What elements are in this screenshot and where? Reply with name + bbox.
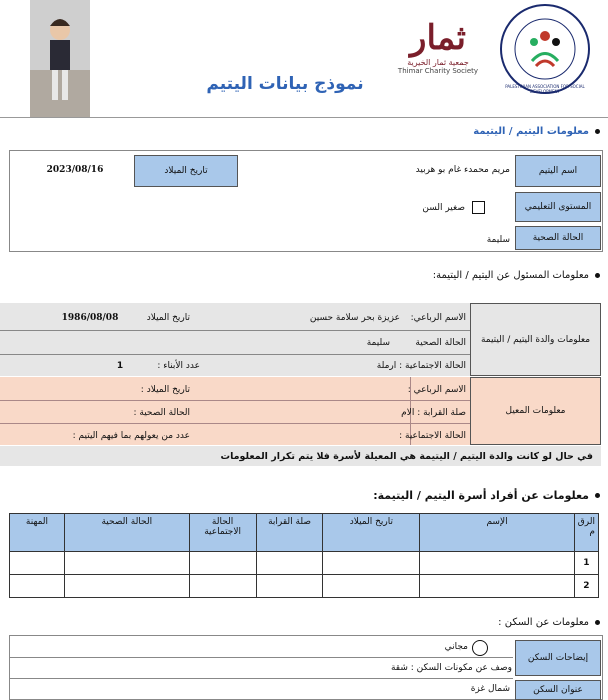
- housing-row-line-2: [9, 678, 513, 679]
- cell-health[interactable]: [64, 575, 189, 598]
- col-social: الحالة الاجتماعية: [189, 514, 256, 552]
- cell-dob[interactable]: [323, 552, 420, 575]
- free-radio[interactable]: [472, 640, 488, 656]
- table-row: [10, 575, 599, 598]
- guardian-note: في حال لو كانت والدة اليتيم / اليتيمة هي المعيلة لأسرة فلا يتم تكرار المعلومات: [0, 446, 601, 466]
- col-dob: تاريخ الميلاد: [323, 514, 420, 552]
- page-title: نموذج بيانات اليتيم: [206, 74, 364, 94]
- cell-social[interactable]: [189, 552, 256, 575]
- cell-relation[interactable]: [256, 552, 323, 575]
- orphan-name-label: اسم اليتيم: [515, 155, 601, 187]
- housing-row-line: [9, 657, 513, 658]
- mother-children-value: 1: [116, 361, 124, 371]
- bullet-icon: [595, 493, 600, 498]
- provider-social-label: الحالة الاجتماعية :: [399, 431, 466, 441]
- cell-relation[interactable]: [256, 575, 323, 598]
- edu-checkbox[interactable]: [472, 201, 485, 214]
- col-name: الإسم: [420, 514, 575, 552]
- logo-sub-en: Thimar Charity Society: [397, 67, 479, 75]
- provider-health-label: الحالة الصحية :: [133, 408, 190, 418]
- mother-name-label: الاسم الرباعي:: [410, 313, 466, 323]
- mother-health-value: سليمة: [366, 338, 390, 348]
- bullet-icon: [595, 129, 600, 134]
- family-table: [9, 513, 599, 598]
- mother-block-label: معلومات والدة اليتيم / اليتيمة: [470, 303, 601, 376]
- guardian-heading-text: معلومات المسئول عن اليتيم / اليتيمة:: [432, 270, 589, 281]
- col-health: الحالة الصحية: [64, 514, 189, 552]
- housing-desc-label: وصف عن مكونات السكن : شقة: [390, 663, 512, 673]
- table-header-row: [10, 514, 599, 552]
- cell-dob[interactable]: [323, 575, 420, 598]
- mother-dob-label: تاريخ الميلاد: [146, 313, 190, 323]
- housing-section-heading: [498, 617, 600, 628]
- logo-sub-ar: جمعية ثمار الخيرية: [407, 58, 469, 67]
- family-heading-text: معلومات عن أفراد أسرة اليتيم / اليتيمة:: [373, 489, 589, 502]
- bullet-icon: [595, 620, 600, 625]
- col-job: المهنة: [10, 514, 65, 552]
- housing-label: إيضاحات السكن: [515, 640, 601, 676]
- orphan-edu-value: صغير السن: [422, 203, 465, 213]
- mother-health-label: الحالة الصحية: [415, 338, 466, 348]
- association-seal: [500, 4, 590, 94]
- mother-dob-value: 1986/08/08: [61, 313, 119, 323]
- address-value: شمال غزة: [470, 684, 510, 694]
- mother-name-value: عزيزة بحر سلامة حسين: [309, 313, 400, 323]
- mother-row-line-1: [0, 330, 470, 331]
- mother-children-label: عدد الأبناء :: [157, 361, 200, 371]
- cell-job[interactable]: [10, 575, 65, 598]
- cell-social[interactable]: [189, 575, 256, 598]
- provider-block-label: معلومات المعيل: [470, 377, 601, 445]
- col-number: الرق م: [574, 514, 598, 552]
- header-divider: [0, 117, 608, 118]
- row-number: 2: [574, 575, 598, 598]
- bullet-icon: [595, 273, 600, 278]
- thimar-logo: [392, 18, 484, 96]
- table-row: [10, 552, 599, 575]
- provider-name-label: الاسم الرباعي :: [407, 385, 466, 395]
- row-number: 1: [574, 552, 598, 575]
- orphan-dob-label: تاريخ الميلاد: [134, 155, 238, 187]
- logo-text-ar: ثمار: [410, 18, 466, 58]
- mother-social-label: الحالة الاجتماعية : ارملة: [376, 361, 466, 371]
- orphan-name-value: مريم محمدء غام بو هربيد: [415, 165, 510, 175]
- housing-heading-text: معلومات عن السكن :: [498, 617, 589, 628]
- provider-dob-label: تاريخ الميلاد :: [140, 385, 190, 395]
- mother-row-line-2: [0, 354, 470, 355]
- orphan-heading-text: معلومات اليتيم / اليتيمة: [473, 126, 589, 137]
- address-label: عنوان السكن: [515, 680, 601, 700]
- cell-health[interactable]: [64, 552, 189, 575]
- seal-text: PALESTINIAN ASSOCIATION FOR SOCIAL DEVELOPMENT: [505, 84, 585, 94]
- orphan-edu-label: المستوى التعليمي: [515, 192, 601, 222]
- provider-row-line-1: [0, 400, 470, 401]
- provider-dependents-label: عدد من يعولهم بما فيهم اليتيم :: [72, 431, 190, 441]
- orphan-health-value: سليمة: [486, 235, 510, 245]
- free-option-label: مجاني: [444, 642, 468, 652]
- cell-job[interactable]: [10, 552, 65, 575]
- cell-name[interactable]: [420, 552, 575, 575]
- col-relation: صلة القرابة: [256, 514, 323, 552]
- provider-row-line-2: [0, 423, 470, 424]
- cell-name[interactable]: [420, 575, 575, 598]
- orphan-health-label: الحالة الصحية: [515, 226, 601, 250]
- family-section-heading: [373, 489, 600, 502]
- guardian-section-heading: [433, 270, 600, 281]
- orphan-dob-value: 2023/08/16: [46, 165, 104, 175]
- orphan-photo: [30, 0, 90, 118]
- orphan-section-heading: [473, 126, 600, 137]
- provider-relation-label: صلة القرابة : الام: [401, 408, 466, 418]
